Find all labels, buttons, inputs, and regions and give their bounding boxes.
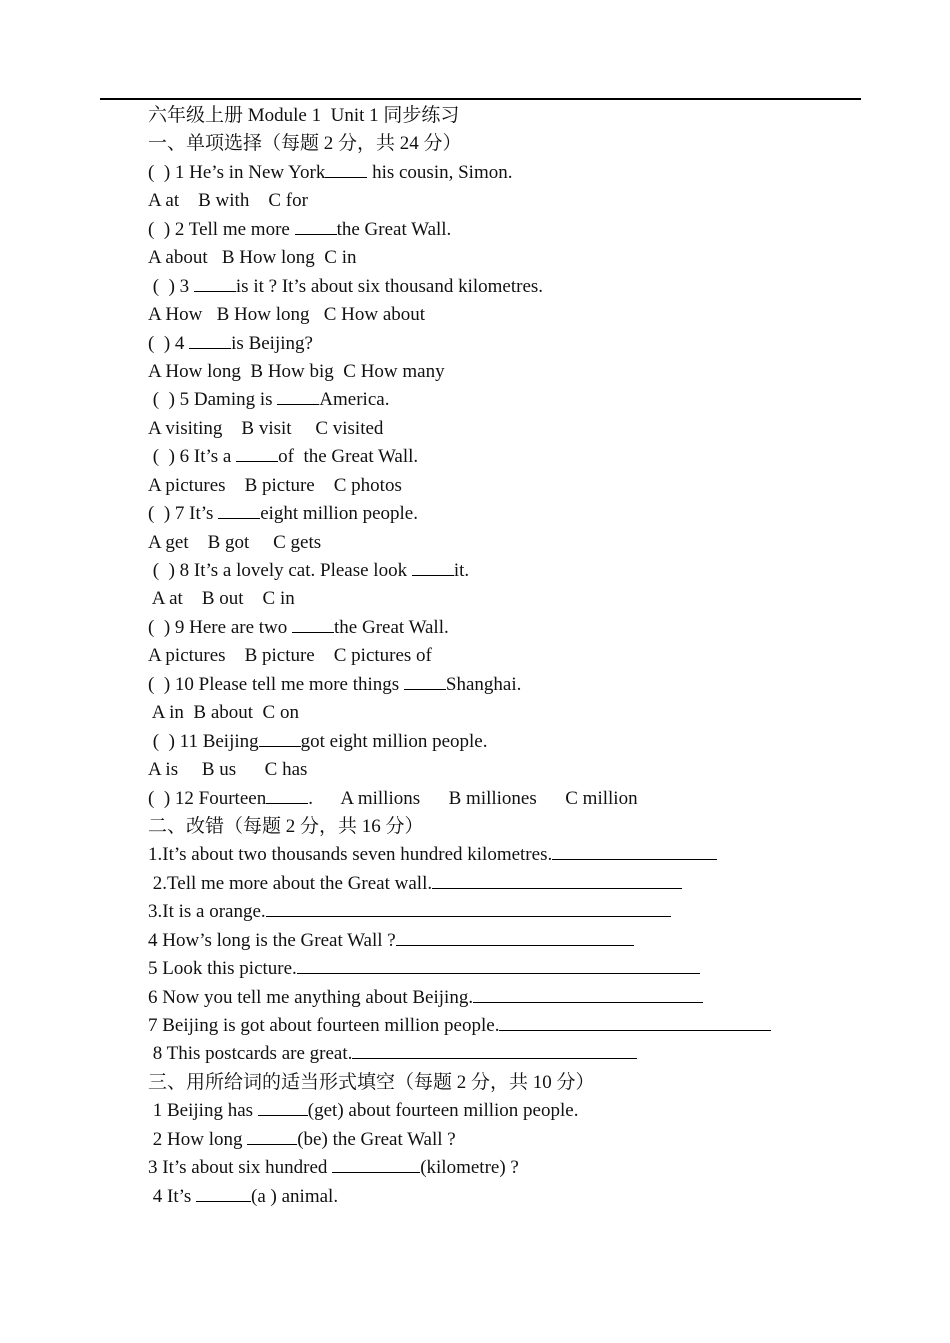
section1-heading: 一、单项选择（每题 2 分，共 24 分）	[148, 133, 462, 155]
q11-blank[interactable]	[259, 728, 301, 747]
q4-blank[interactable]	[189, 330, 231, 349]
q8-stem-pre: ( ) 8 It’s a lovely cat. Please look	[148, 560, 412, 581]
q7-blank[interactable]	[218, 500, 260, 519]
correction-4-answer-line[interactable]	[396, 927, 634, 946]
q2-stem-pre: ( ) 2 Tell me more	[148, 218, 295, 240]
question-2	[148, 216, 848, 244]
q1-blank[interactable]	[325, 159, 367, 178]
correction-1	[148, 841, 848, 869]
correction-2-answer-line[interactable]	[432, 870, 682, 889]
correction-1-text: 1.It’s about two thousands seven hundred kilometres.	[148, 844, 553, 866]
q8-stem-post: it.	[453, 560, 470, 581]
correction-6-text: 6 Now you tell me anything about Beijing.	[148, 986, 474, 1008]
q5-blank[interactable]	[277, 386, 319, 405]
fill-4	[148, 1183, 848, 1211]
question-6	[148, 443, 848, 471]
correction-3	[148, 898, 848, 926]
correction-5	[148, 955, 848, 983]
correction-7-text: 7 Beijing is got about fourteen million people.	[148, 1015, 500, 1036]
correction-6	[148, 984, 848, 1012]
fill-2-blank[interactable]	[247, 1126, 297, 1145]
q9-options: A pictures B picture C pictures of	[148, 645, 432, 667]
q2-blank[interactable]	[295, 216, 337, 235]
q8-blank[interactable]	[412, 557, 454, 576]
q12-stem-post: . A millions B milliones C million	[308, 787, 638, 809]
fill-2	[148, 1126, 848, 1154]
q6-stem-post: of the Great Wall.	[278, 446, 419, 468]
correction-5-text: 5 Look this picture.	[148, 958, 297, 980]
q11-stem-pre: ( ) 11 Beijing	[148, 730, 259, 752]
question-12	[148, 785, 848, 813]
fill-1-blank[interactable]	[258, 1097, 308, 1116]
section2-heading: 二、改错（每题 2 分，共 16 分）	[148, 815, 424, 837]
fill-2-post: (be) the Great Wall ?	[297, 1128, 456, 1150]
question-11	[148, 728, 848, 756]
fill-2-pre: 2 How long	[148, 1128, 248, 1150]
q6-options: A pictures B picture C photos	[148, 474, 402, 496]
question-9	[148, 614, 848, 642]
fill-3-blank[interactable]	[332, 1154, 420, 1173]
q5-options: A visiting B visit C visited	[148, 417, 384, 439]
question-4	[148, 330, 848, 358]
q7-options: A get B got C gets	[148, 531, 322, 553]
q9-stem-pre: ( ) 9 Here are two	[148, 616, 293, 638]
correction-6-answer-line[interactable]	[473, 984, 703, 1003]
q10-stem-post: Shanghai.	[445, 673, 522, 695]
q4-stem-post: is Beijing?	[231, 332, 313, 354]
correction-7	[148, 1012, 848, 1040]
correction-4	[148, 927, 848, 955]
q7-stem-post: eight million people.	[260, 503, 418, 525]
correction-4-text: 4 How’s long is the Great Wall ?	[148, 929, 396, 951]
correction-3-answer-line[interactable]	[266, 898, 671, 917]
fill-4-post: (a ) animal.	[251, 1185, 339, 1207]
q2-stem-post: the Great Wall.	[336, 218, 452, 240]
q3-stem-pre: ( ) 3	[148, 275, 194, 297]
fill-1-pre: 1 Beijing has	[148, 1100, 258, 1122]
fill-1-post: (get) about fourteen million people.	[307, 1100, 579, 1122]
q6-blank[interactable]	[236, 443, 278, 462]
q3-stem-post: is it ? It’s about six thousand kilometres.	[235, 275, 544, 297]
q1-stem-post: his cousin, Simon.	[367, 161, 513, 183]
q3-options: A How B How long C How about	[148, 304, 426, 326]
q4-stem-pre: ( ) 4	[148, 332, 190, 354]
q10-blank[interactable]	[404, 671, 446, 690]
q4-options: A How long B How big C How many	[148, 360, 445, 382]
q11-options: A is B us C has	[148, 759, 308, 781]
q10-options: A in B about C on	[148, 702, 299, 724]
fill-3	[148, 1154, 848, 1182]
fill-4-blank[interactable]	[196, 1183, 251, 1202]
question-1	[148, 159, 848, 187]
q3-blank[interactable]	[194, 273, 236, 292]
correction-8	[148, 1040, 848, 1068]
worksheet-title: 六年级上册 Module 1 Unit 1 同步练习	[148, 105, 460, 126]
header-rule	[100, 98, 861, 100]
correction-7-answer-line[interactable]	[499, 1012, 771, 1031]
q9-blank[interactable]	[292, 614, 334, 633]
section3-heading: 三、用所给词的适当形式填空（每题 2 分，共 10 分）	[148, 1071, 595, 1093]
q2-options: A about B How long C in	[148, 247, 357, 269]
q11-stem-post: got eight million people.	[300, 730, 488, 752]
q6-stem-pre: ( ) 6 It’s a	[148, 446, 237, 468]
question-3	[148, 273, 848, 301]
correction-2	[148, 870, 848, 898]
q8-options: A at B out C in	[148, 588, 295, 610]
q5-stem-post: America.	[319, 389, 390, 411]
q10-stem-pre: ( ) 10 Please tell me more things	[148, 673, 404, 695]
correction-2-text: 2.Tell me more about the Great wall.	[148, 872, 433, 894]
q1-stem-pre: ( ) 1 He’s in New York	[148, 161, 326, 183]
question-8	[148, 557, 848, 585]
fill-3-post: (kilometre) ?	[420, 1157, 519, 1179]
correction-1-answer-line[interactable]	[552, 841, 717, 860]
question-10	[148, 671, 848, 699]
fill-4-pre: 4 It’s	[148, 1185, 197, 1207]
q1-options: A at B with C for	[148, 190, 308, 212]
q12-blank[interactable]	[266, 785, 308, 804]
q5-stem-pre: ( ) 5 Daming is	[148, 389, 278, 411]
fill-3-pre: 3 It’s about six hundred	[148, 1157, 333, 1179]
q7-stem-pre: ( ) 7 It’s	[148, 503, 219, 525]
question-5	[148, 386, 848, 414]
correction-3-text: 3.It is a orange.	[148, 901, 266, 923]
worksheet	[148, 102, 848, 1211]
fill-1	[148, 1097, 848, 1125]
correction-8-answer-line[interactable]	[352, 1040, 637, 1059]
correction-5-answer-line[interactable]	[297, 955, 700, 974]
q12-stem-pre: ( ) 12 Fourteen	[148, 787, 267, 809]
q9-stem-post: the Great Wall.	[334, 616, 449, 638]
question-7	[148, 500, 848, 528]
correction-8-text: 8 This postcards are great.	[148, 1043, 353, 1065]
